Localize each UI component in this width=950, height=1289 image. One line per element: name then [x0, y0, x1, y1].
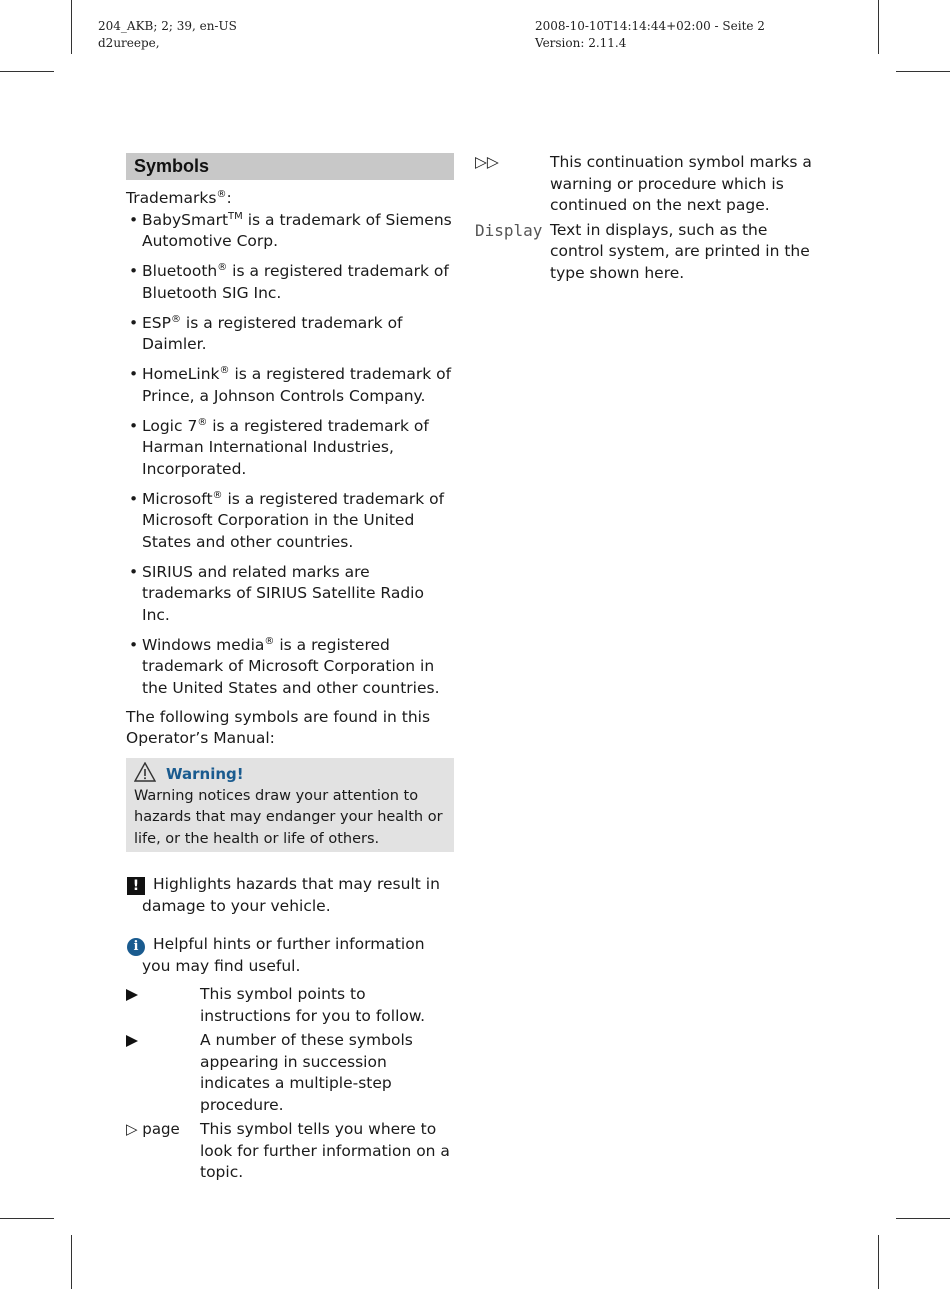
- bullet-icon: •: [129, 210, 139, 229]
- warning-box: [126, 758, 454, 853]
- symbol-description: A number of these symbols appearing in succession indicates a multiple-step procedure.: [200, 1031, 413, 1114]
- crop-mark: [896, 71, 950, 72]
- header-doc-id: 204_AKB; 2; 39, en-US: [98, 19, 237, 33]
- header-meta-right: [535, 18, 765, 52]
- info-text: Helpful hints or further information you may find useful.: [142, 935, 425, 975]
- header-doc-code: d2ureepe,: [98, 36, 160, 50]
- warning-title: Warning!: [166, 764, 244, 783]
- bullet-icon: •: [129, 262, 139, 280]
- crop-mark: [71, 1235, 72, 1289]
- bullet-icon: •: [129, 365, 139, 383]
- symbol-row: [126, 1119, 454, 1184]
- hazard-text: Highlights hazards that may result in damage to your vehicle.: [142, 875, 440, 915]
- header-version: Version: 2.11.4: [535, 36, 627, 50]
- trademark-list: [126, 210, 454, 700]
- bullet-icon: •: [129, 313, 139, 332]
- list-item: • BabySmart™ is a trademark of Siemens Automotive Corp.: [129, 210, 452, 250]
- symbol-row: [126, 984, 454, 1027]
- list-item: • HomeLink® is a registered trademark of Prince, a Johnson Controls Company.: [129, 364, 452, 405]
- symbol-description: Text in displays, such as the control system, are printed in the type shown here.: [550, 220, 810, 282]
- crop-mark: [878, 0, 879, 54]
- list-item: • SIRIUS and related marks are trademarks of SIRIUS Satellite Radio Inc.: [129, 562, 424, 624]
- right-column: [475, 152, 815, 284]
- info-icon: i: [127, 938, 145, 956]
- page-reference-symbol: ▷ page: [126, 1120, 180, 1138]
- warning-triangle-icon: [134, 762, 156, 786]
- hazard-note: [126, 874, 454, 917]
- solid-triangle-icon: [126, 989, 138, 1001]
- crop-mark: [0, 1218, 54, 1219]
- symbol-description: This continuation symbol marks a warning or procedure which is continued on the next page.: [550, 153, 812, 214]
- bullet-icon: •: [129, 416, 139, 435]
- symbol-description: This symbol tells you where to look for further information on a topic.: [200, 1120, 450, 1181]
- symbols-intro: The following symbols are found in this Operator’s Manual:: [126, 707, 431, 747]
- bullet-icon: •: [129, 635, 139, 654]
- crop-mark: [878, 1235, 879, 1289]
- list-item: • ESP® is a registered trademark of Daimler.: [129, 313, 403, 353]
- exclamation-icon: !: [127, 877, 145, 895]
- header-timestamp: 2008-10-10T14:14:44+02:00 - Seite 2: [535, 19, 765, 33]
- crop-mark: [896, 1218, 950, 1219]
- continuation-symbol: ▷▷: [475, 153, 499, 171]
- symbol-row: [475, 220, 815, 285]
- info-note: [126, 934, 454, 977]
- list-item: • Microsoft® is a registered trademark of Microsoft Corporation in the United States and other countries.: [129, 489, 445, 551]
- bullet-icon: •: [129, 562, 139, 581]
- left-column: [126, 153, 454, 1184]
- display-font-sample: Display: [475, 220, 543, 240]
- crop-mark: [0, 71, 54, 72]
- warning-header: [134, 762, 446, 786]
- solid-triangle-icon: [126, 1035, 138, 1047]
- trademarks-intro: Trademarks®:: [126, 188, 232, 207]
- registered-mark: ®: [216, 188, 227, 200]
- list-item: • Bluetooth® is a registered trademark of Bluetooth SIG Inc.: [129, 261, 449, 302]
- list-item: • Windows media® is a registered trademark of Microsoft Corporation in the United States and other countries.: [129, 635, 440, 697]
- symbol-description: This symbol points to instructions for you to follow.: [200, 985, 426, 1025]
- list-item: • Logic 7® is a registered trademark of Harman International Industries, Incorporated.: [129, 416, 429, 478]
- symbol-row: [475, 152, 815, 217]
- bullet-icon: •: [129, 489, 139, 508]
- warning-text: Warning notices draw your attention to hazards that may endanger your health or life, or the health or life of others.: [134, 787, 443, 847]
- header-meta-left: [98, 18, 237, 52]
- section-title: Symbols: [126, 153, 454, 180]
- symbol-row: [126, 1030, 454, 1116]
- crop-mark: [71, 0, 72, 54]
